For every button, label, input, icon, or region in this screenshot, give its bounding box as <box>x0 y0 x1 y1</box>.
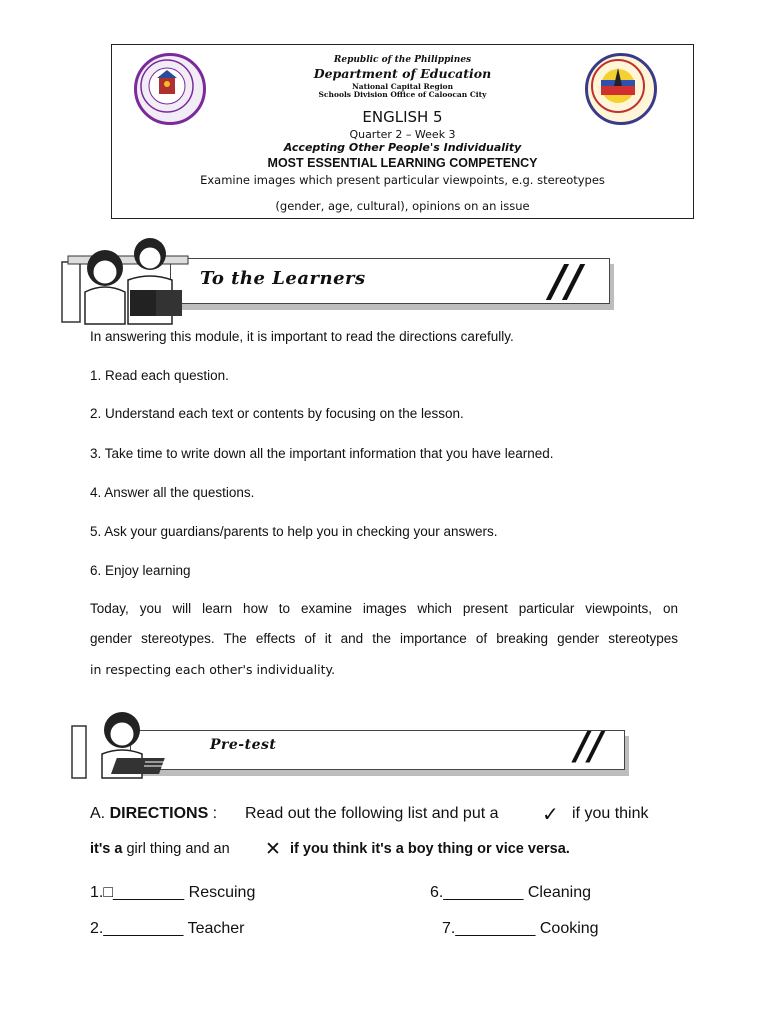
directions-line-2 <box>90 841 230 857</box>
section-letter: A. <box>90 805 110 822</box>
subject-title: ENGLISH 5 <box>362 108 443 126</box>
pretest-banner <box>70 708 630 783</box>
region-line: National Capital Region <box>351 82 454 91</box>
step-6: 6. Enjoy learning <box>90 563 191 578</box>
module-header <box>111 44 694 219</box>
step-3: 3. Take time to write down all the important information that you have learned. <box>90 446 554 461</box>
children-reading-illustration <box>60 232 200 327</box>
banner-slash-decoration: // <box>550 256 583 307</box>
item-2: 2._________ Teacher <box>90 920 245 937</box>
directions-its-a: it's a <box>90 841 123 857</box>
melc-line-2: (gender, age, cultural), opinions on an issue <box>275 199 530 213</box>
division-line: Schools Division Office of Caloocan City <box>318 90 487 99</box>
step-2: 2. Understand each text or contents by focusing on the lesson. <box>90 406 464 421</box>
item-1: 1.□________ Rescuing <box>90 884 256 901</box>
checkmark-icon: ✓ <box>542 802 559 826</box>
directions-line-1 <box>90 805 217 823</box>
directions-text-1: Read out the following list and put a <box>245 805 499 822</box>
learners-banner-title: To the Learners <box>200 268 366 289</box>
step-1: 1. Read each question. <box>90 368 229 383</box>
item-7: 7._________ Cooking <box>442 920 599 937</box>
directions-girl-thing: girl thing and an <box>122 841 230 857</box>
pretest-banner-title: Pre-test <box>210 737 277 753</box>
republic-line: Republic of the Philippines <box>333 55 472 65</box>
learners-banner <box>60 232 620 327</box>
step-5: 5. Ask your guardians/parents to help you in checking your answers. <box>90 524 498 539</box>
quarter-week: Quarter 2 – Week 3 <box>349 128 456 141</box>
directions-label: DIRECTIONS <box>109 805 209 822</box>
step-4: 4. Answer all the questions. <box>90 485 255 500</box>
today-line-1: Today, you will learn how to examine images which present particular viewpoints, on <box>90 601 678 616</box>
cross-mark-icon: ✕ <box>265 838 281 860</box>
banner-slash-decoration: // <box>575 724 603 768</box>
department-line: Department of Education <box>313 66 492 81</box>
student-writing-illustration <box>70 708 210 783</box>
lesson-topic: Accepting Other People's Individuality <box>283 141 522 154</box>
directions-text-4: if you think it's a boy thing or vice versa. <box>290 841 570 857</box>
melc-heading: MOST ESSENTIAL LEARNING COMPETENCY <box>267 156 538 170</box>
item-6: 6._________ Cleaning <box>430 884 592 901</box>
melc-line-1: Examine images which present particular viewpoints, e.g. stereotypes <box>200 173 605 187</box>
today-line-3: in respecting each other's individuality. <box>90 662 336 677</box>
today-line-2: gender stereotypes. The effects of it and the importance of breaking gender stereotypes <box>90 631 678 646</box>
directions-text-2: if you think <box>572 805 649 822</box>
directions-colon: : <box>208 805 218 822</box>
intro-text: In answering this module, it is important to read the directions carefully. <box>90 329 514 344</box>
